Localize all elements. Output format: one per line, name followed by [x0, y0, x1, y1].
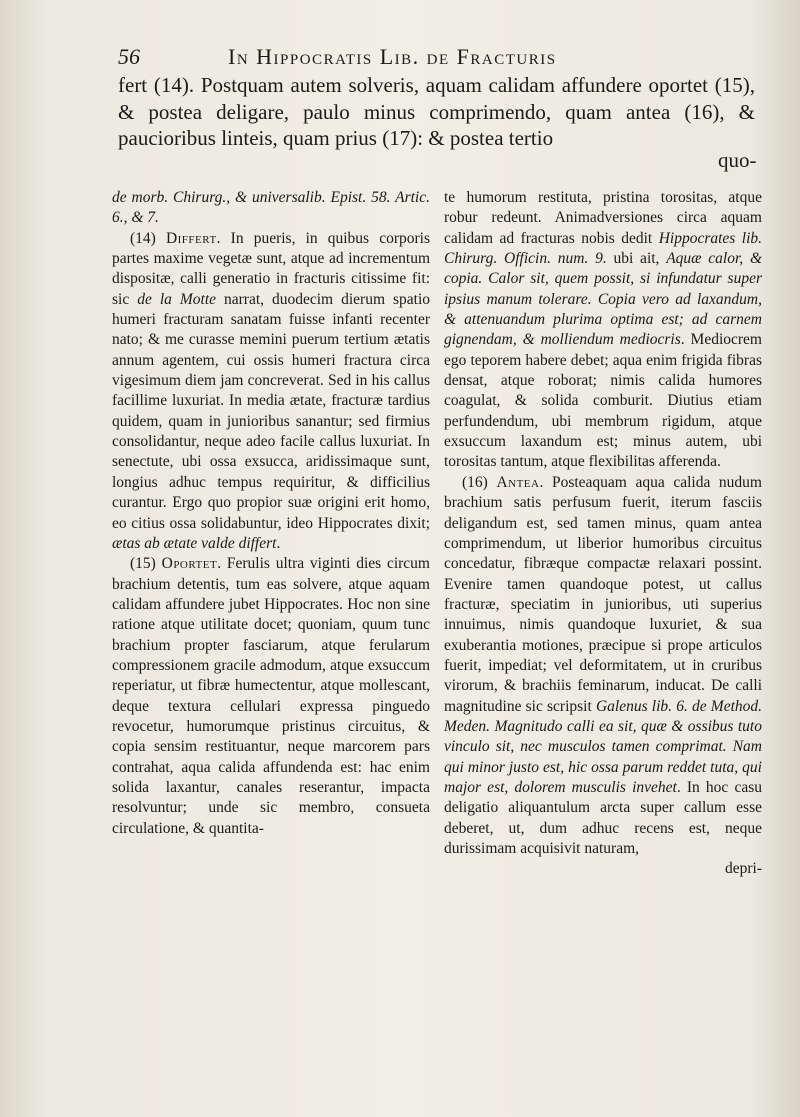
- running-title: In Hippocratis Lib. de Fracturis: [228, 44, 557, 69]
- commentary-left-column: [112, 188, 430, 839]
- page-header: [118, 44, 778, 74]
- note-16: [444, 473, 762, 880]
- column-catchword: depri-: [724, 860, 762, 878]
- note-15: [112, 554, 430, 839]
- main-text: [118, 72, 755, 152]
- note-citation: Hippocrates lib. Chirurg. Officin. num. 9.: [444, 229, 763, 268]
- note-text: ubi ait,: [613, 250, 660, 268]
- note-quote: ætas ab ætate valde differt: [112, 534, 277, 552]
- note-text: narrat, duodecim dierum spatio humeri fracturam sanatam fuisse infanti recenter nato; & me curasse memini puerum tertium ætatis annum agentem, cui ossis humeri fractura circa vigesimum diem jam concreverat. Sed in his callus facillime luxuriat. In media ætate, fracturæ tardius quidem, quam in junioribus sanantur; sed firmius consolidantur, neque adeo facile callus luxuriat. In senectute, ubi ossa exsucca, aridissimaque sunt, longius adhuc tempus requiritur, & difficilius curantur. Ergo quo propior suæ origini erit homo, eo citius ossa solidabuntur, ideo Hippocrates dixit;: [112, 290, 431, 532]
- note-text: . Posteaquam aqua calida nudum brachium satis perfusum fuerit, iterum fasciis deligandum est, sed tamen minus, quam antea comprimendum, ut liberior humoribus circuitus concedatur, fibræque compactæ relaxari possint. Evenire tamen quandoque potest, ut callus fracturæ, speciatim in junioribus, uti superius innuimus, nimis quandoque luxuriet, & sua exuberantia motiones, præcipue si prope articulos fuerit, impediat; vel deformitatem, ut in cruribus virorum, & brachiis feminarum, inducat. De calli magnitudine sic scripsit: [444, 473, 762, 715]
- note-reference: de morb. Chirurg., & universalib. Epist. 58. Artic. 6., & 7.: [112, 189, 430, 227]
- note-keyword: Differt: [165, 229, 217, 247]
- note-text: . Mediocrem ego teporem habere debet; aqua enim frigida fibras densat, atque roborat; nimis calida humores coagulat, & solida comburit. Diutius etiam perfundendum, ubi membrum rigidum, atque exsuccum laxandum est; minus autem, ubi torositas tantum, atque flexibilitas afferenda.: [444, 331, 762, 471]
- note-citation: de la Motte: [137, 290, 217, 308]
- commentary-right-column: [444, 188, 762, 880]
- note-quote: Galenus lib. 6. de Method. Meden. Magnitudo calli ea sit, quæ & ossibus tuto vinculo sit, nec musculos tamen comprimat. Nam qui minor justo est, hic ossa parum reddet tuta, qui major est, dolorem musculis invehet: [444, 697, 763, 796]
- main-text-catchword: quo-: [718, 148, 757, 172]
- note-continuation: [112, 188, 430, 229]
- note-keyword: Antea: [496, 473, 540, 491]
- commentary-columns: [112, 188, 762, 1088]
- page-number: 56: [118, 44, 140, 69]
- note-number: (16): [462, 473, 488, 491]
- note-text: .: [276, 534, 281, 552]
- note-keyword: Oportet: [161, 555, 218, 573]
- note-quote: Aquæ calor, & copia. Calor sit, quem possit, si infundatur super ipsius manum tolerare. Copia vero ad laxandum, & attenuandum plurima optima est; ad carnem gignendam, & molliendum mediocris: [444, 250, 762, 349]
- main-text-content: fert (14). Postquam autem solveris, aquam calidam affundere oportet (15), & postea deligare, paulo minus comprimendo, quam antea (16), & paucioribus linteis, quam prius (17): & postea tertio: [118, 73, 755, 150]
- note-15-continued: [444, 188, 762, 473]
- note-number: (15): [130, 555, 156, 573]
- note-text: . Ferulis ultra viginti dies circum brachium detentis, tum eas solvere, atque aquam calidam affundere jubet Hippocrates. Hoc non sine ratione atque utilitate docet; quoniam, quum tunc brachium propter fasciarum, atque ferularum compressionem gracile admodum, atque exsuccum reperiatur, ut fibræ humectentur, atque mollescant, deque textura cellulari expressa pinguedo revocetur, humorumque pristinus circuitus, & copia sensim restituantur, neque marcorem pars contrahat, aqua calida affundenda est: hac enim solida laxantur, canales reserantur, impacta resolvuntur; unde sic membro, consueta circulatione, & quantita-: [112, 555, 430, 837]
- note-text: te humorum restituta, pristina torositas, atque robur redeunt. Animadversiones circa aquam calidam ad fracturas nobis dedit: [444, 189, 762, 247]
- note-text: . In pueris, in quibus corporis partes maxime vegetæ sunt, atque ad incrementum dispositæ, calli generatio in fracturis citissime fit: sic: [112, 229, 430, 308]
- note-text: . In hoc casu deligatio aliquantulum arcta super callum esse deberet, ut, dum adhuc recens est, neque durissimam acquisivit naturam,: [444, 778, 762, 857]
- note-14: [112, 229, 430, 555]
- note-number: (14): [130, 229, 156, 247]
